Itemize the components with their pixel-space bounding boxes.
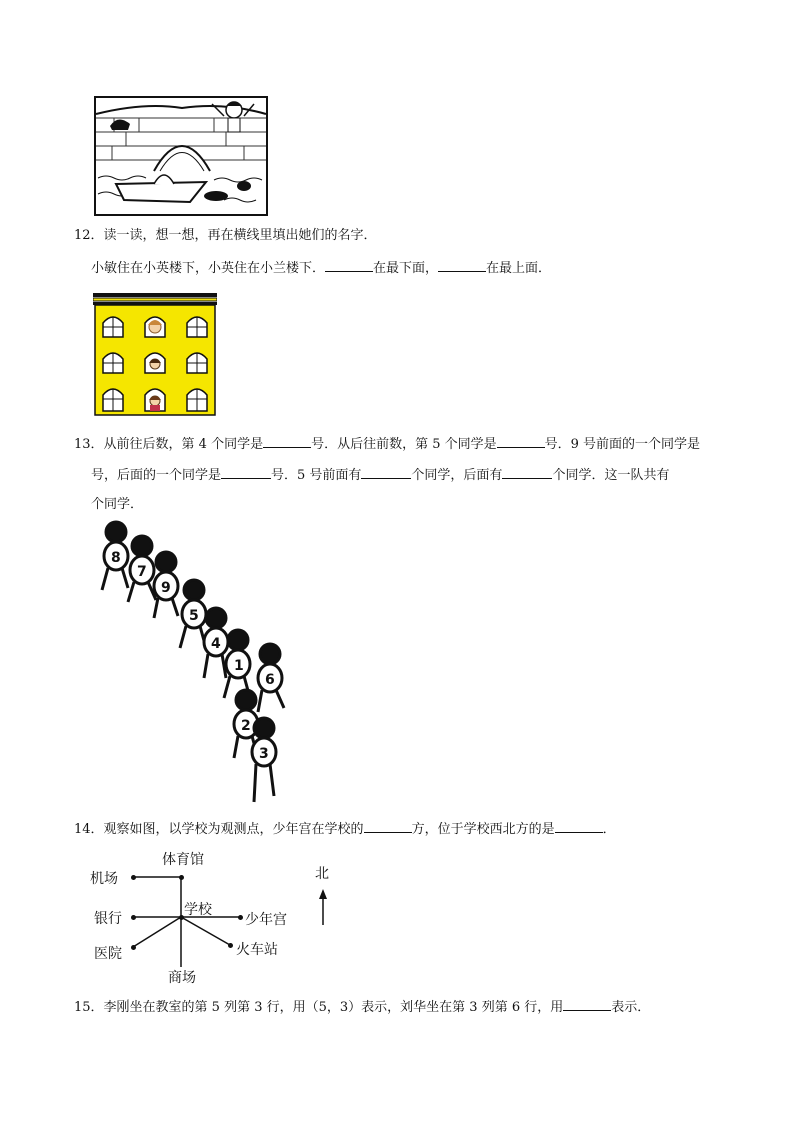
dot-se	[228, 943, 233, 948]
q13-text-2c: 个同学，后面有	[411, 468, 503, 483]
label-s: 商场	[168, 970, 196, 986]
q14-blank-1[interactable]	[364, 819, 412, 833]
label-sw: 医院	[94, 946, 122, 962]
q12-prompt	[74, 227, 377, 245]
svg-text:4: 4	[211, 636, 221, 652]
q13-text-2d: 个同学．这一队共有	[552, 468, 670, 483]
direction-map	[80, 845, 340, 985]
student-5	[180, 580, 206, 648]
dot-w	[131, 915, 136, 920]
q12-statement	[91, 258, 551, 278]
q15-blank-1[interactable]	[563, 997, 611, 1011]
bridge-illustration	[94, 96, 268, 216]
q14-number: 14．	[74, 822, 104, 837]
q14-text-1b: 方，位于学校西北方的是	[411, 822, 555, 837]
q15-line-1	[74, 997, 650, 1017]
q13-text-1b: 号．从后往前数，第 5 个同学是	[311, 437, 497, 452]
student-6	[258, 644, 284, 712]
label-nw: 机场	[90, 871, 118, 887]
q13-text-2a: 号，后面的一个同学是	[91, 468, 222, 483]
student-7	[128, 536, 156, 602]
q14-text-1c: ．	[602, 822, 616, 837]
q13-text-2b: 号．5 号前面有	[271, 468, 362, 483]
q12-text-a: 小敏住在小英楼下，小英住在小兰楼下．	[91, 261, 326, 276]
label-se: 火车站	[236, 942, 278, 958]
dot-nw	[131, 875, 136, 880]
q13-blank-4[interactable]	[361, 465, 411, 479]
q14-line-1	[74, 819, 616, 839]
svg-text:8: 8	[111, 550, 121, 566]
q15-text-1b: 表示．	[611, 1000, 651, 1015]
q12-blank-top[interactable]	[438, 258, 486, 272]
label-center: 学校	[184, 902, 212, 918]
building-illustration	[93, 293, 217, 417]
q13-blank-3[interactable]	[221, 465, 271, 479]
q13-line-3	[91, 496, 143, 514]
student-3	[252, 718, 276, 802]
svg-text:1: 1	[234, 658, 244, 674]
q13-line-1	[74, 434, 700, 454]
svg-text:5: 5	[189, 608, 199, 624]
q12-text-b: 在最下面，	[373, 261, 439, 276]
q13-blank-5[interactable]	[502, 465, 552, 479]
dot-n	[179, 875, 184, 880]
q13-number: 13．	[74, 437, 104, 452]
student-9	[154, 552, 178, 618]
q13-text-1a: 从前往后数，第 4 个同学是	[103, 437, 264, 452]
q12-number: 12．	[74, 228, 104, 243]
q13-text-3a: 个同学．	[91, 497, 144, 512]
q12-prompt-text: 读一读，想一想，再在横线里填出她们的名字．	[103, 228, 377, 243]
q12-text-c: 在最上面．	[486, 261, 552, 276]
q12-blank-bottom[interactable]	[325, 258, 373, 272]
q14-blank-2[interactable]	[555, 819, 603, 833]
q15-text-1a: 李刚坐在教室的第 5 列第 3 行，用（5，3）表示，刘华坐在第 3 列第 6 行，用	[103, 1000, 564, 1015]
q13-blank-2[interactable]	[497, 434, 545, 448]
student-1	[224, 630, 250, 698]
svg-text:6: 6	[265, 672, 275, 688]
student-8	[102, 522, 128, 590]
dot-sw	[131, 945, 136, 950]
label-n: 体育馆	[162, 852, 204, 868]
label-north: 北	[315, 866, 329, 882]
svg-text:7: 7	[137, 564, 147, 580]
dot-e	[238, 915, 243, 920]
student-4	[204, 608, 228, 678]
label-w: 银行	[94, 911, 122, 927]
svg-text:9: 9	[161, 580, 171, 596]
q15-number: 15．	[74, 1000, 104, 1015]
q13-line-2	[91, 465, 669, 485]
label-e: 少年宫	[245, 912, 287, 928]
q14-text-1a: 观察如图，以学校为观测点，少年宫在学校的	[103, 822, 364, 837]
students-queue-illustration	[90, 520, 302, 810]
q13-blank-1[interactable]	[263, 434, 311, 448]
svg-text:3: 3	[259, 746, 269, 762]
q13-text-1c: 号．9 号前面的一个同学是	[544, 437, 701, 452]
svg-text:2: 2	[241, 718, 251, 734]
